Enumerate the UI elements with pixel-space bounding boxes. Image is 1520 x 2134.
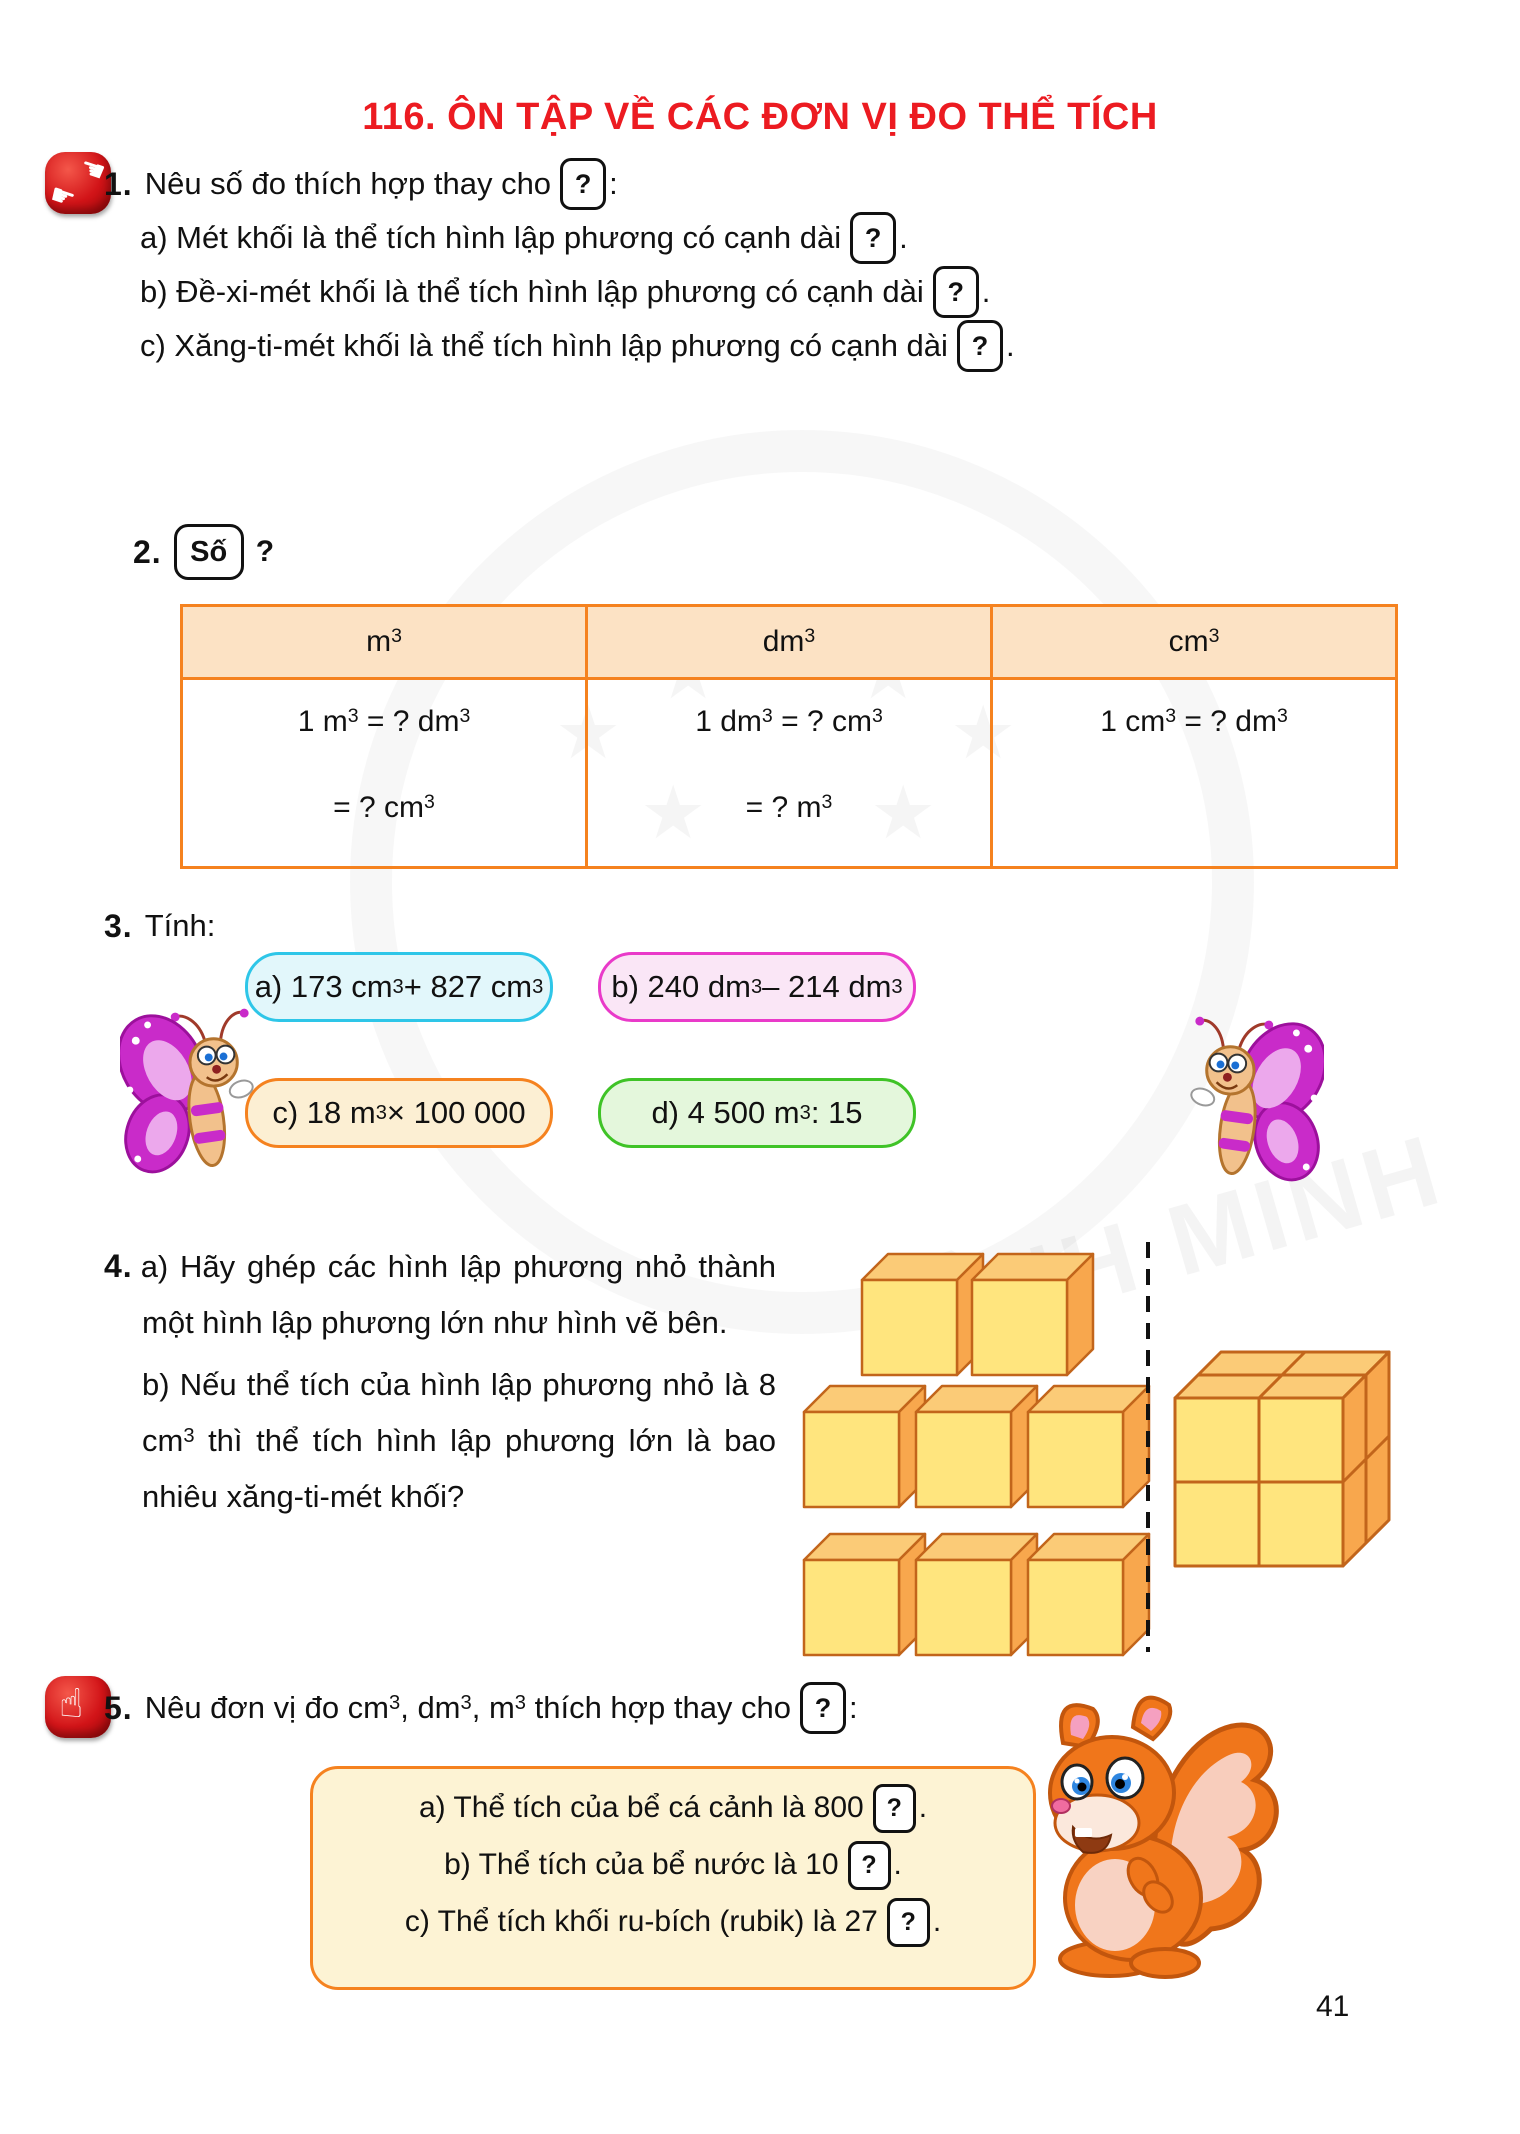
q5-item-a-suffix: .	[918, 1791, 928, 1824]
q5-item-b-text: b) Thể tích của bể nước là 10	[444, 1848, 839, 1881]
butterfly-left-illustration	[120, 992, 258, 1187]
q3-pill-a: a) 173 cm 3 + 827 cm 3	[245, 952, 553, 1022]
q5-items-box	[310, 1766, 1036, 1990]
m3-conversion-1: 1 $m^3$ = ? $dm^3$	[297, 705, 471, 738]
q3-pill-b: b) 240 dm 3 – 214 dm 3	[598, 952, 916, 1022]
q5-item-c	[405, 1899, 941, 1945]
q5-suffix: :	[849, 1690, 858, 1725]
small-cube	[862, 1254, 983, 1375]
table-cell-m3	[182, 679, 587, 868]
hands-icon	[45, 149, 111, 217]
q1-answer-box[interactable]: ?	[560, 158, 606, 210]
q2-so-box: Số	[174, 524, 244, 580]
hand-right-icon: ☛	[45, 176, 80, 217]
q5-number: 5.	[104, 1689, 133, 1726]
q4-part-b: b) Nếu thể tích của hình lập phương nhỏ là 8 $cm^3$ thì thể tích hình lập phương lớn là bao nhiêu xăng-ti-mét khối?	[142, 1367, 776, 1514]
q5-item-c-text: c) Thể tích khối ru-bích (rubik) là 27	[404, 1905, 878, 1938]
table-header-dm3: $dm^3$	[587, 606, 992, 679]
watermark-circle	[350, 430, 1254, 1334]
cm3-conversion-1: 1 $cm^3$ = ? $dm^3$	[1100, 705, 1288, 738]
table-header-cm3: $cm^3$	[992, 606, 1397, 679]
dm3-conversion-1: 1 $dm^3$ = ? $cm^3$	[695, 705, 883, 738]
q4-text-block	[104, 1238, 776, 1525]
q1-item-c-suffix: .	[1005, 328, 1015, 363]
page-number: 41	[1316, 1990, 1350, 2023]
q3-pill-d: d) 4 500 m 3 : 15	[598, 1078, 916, 1148]
q5-prompt-line	[104, 1684, 858, 1732]
cubes-figure	[790, 1230, 1430, 1660]
q5-prompt: Nêu đơn vị đo $cm^3$, $dm^3$, $m^3$ thích hợp thay cho	[144, 1690, 792, 1725]
butterfly-right-illustration	[1186, 1000, 1324, 1195]
q5-item-b-box[interactable]: ?	[848, 1841, 891, 1890]
fist-icon: ☝	[45, 1676, 111, 1738]
q1-prompt-line	[104, 160, 618, 208]
dm3-conversion-2: = ? $m^3$	[745, 791, 833, 824]
table-body-row	[182, 679, 1397, 868]
small-cube	[916, 1386, 1037, 1507]
small-cube	[1028, 1386, 1149, 1507]
m3-conversion-2: = ? $cm^3$	[333, 791, 435, 824]
q3-pill-c: c) 18 m 3 × 100 000	[245, 1078, 553, 1148]
hand-left-icon: ☚	[75, 149, 110, 190]
page-title: 116. ÔN TẬP VỀ CÁC ĐƠN VỊ ĐO THỂ TÍCH	[362, 96, 1158, 138]
small-cube	[804, 1534, 925, 1655]
q3-prompt-line	[104, 902, 215, 950]
q5-item-a-text: a) Thể tích của bể cá cảnh là 800	[418, 1791, 864, 1824]
q4-part-a: a) Hãy ghép các hình lập phương nhỏ thành một hình lập phương lớn như hình vẽ bên.	[140, 1249, 776, 1340]
squirrel-nose	[1052, 1799, 1070, 1813]
q5-item-a-box[interactable]: ?	[873, 1784, 916, 1833]
butterfly-hand	[227, 1078, 255, 1101]
q3-label: Tính:	[144, 908, 216, 943]
q2-number: 2.	[133, 533, 162, 570]
q1-item-c	[140, 322, 1015, 370]
q1-number: 1.	[104, 165, 133, 202]
big-cube	[1175, 1352, 1389, 1566]
q1-item-b	[140, 268, 990, 316]
small-cube	[804, 1386, 925, 1507]
q5-item-b-suffix: .	[893, 1848, 902, 1881]
q1-item-a-suffix: .	[899, 220, 908, 255]
q5-item-a	[419, 1785, 927, 1831]
conversion-table	[180, 604, 1398, 869]
q5-item-b	[444, 1842, 902, 1888]
q4-number: 4.	[104, 1248, 133, 1284]
q1-item-b-box[interactable]: ?	[933, 266, 979, 318]
small-cube	[1028, 1534, 1149, 1655]
q2-prompt-line	[133, 526, 274, 578]
q1-item-a-text: a) Mét khối là thể tích hình lập phương có cạnh dài	[140, 220, 842, 255]
q1-prompt: Nêu số đo thích hợp thay cho	[144, 166, 552, 201]
q1-item-a-box[interactable]: ?	[850, 212, 896, 264]
q1-item-b-text: b) Đề-xi-mét khối là thể tích hình lập phương có cạnh dài	[140, 274, 924, 309]
table-cell-cm3	[992, 679, 1397, 868]
q1-suffix: :	[609, 166, 618, 201]
q1-item-c-box[interactable]: ?	[957, 320, 1003, 372]
table-cell-dm3	[587, 679, 992, 868]
q1-item-c-text: c) Xăng-ti-mét khối là thể tích hình lập phương có cạnh dài	[140, 328, 948, 363]
q5-answer-box[interactable]: ?	[800, 1682, 846, 1734]
q3-number: 3.	[104, 907, 133, 944]
q5-item-c-box[interactable]: ?	[887, 1898, 930, 1947]
small-cube	[972, 1254, 1093, 1375]
q5-item-c-suffix: .	[932, 1905, 942, 1938]
table-header-m3: $m^3$	[182, 606, 587, 679]
squirrel-illustration	[1015, 1685, 1295, 1985]
table-header-row	[182, 606, 1397, 679]
q2-question-mark: ?	[255, 535, 275, 568]
q1-item-b-suffix: .	[981, 274, 991, 309]
small-cube	[916, 1534, 1037, 1655]
q1-item-a	[140, 214, 908, 262]
